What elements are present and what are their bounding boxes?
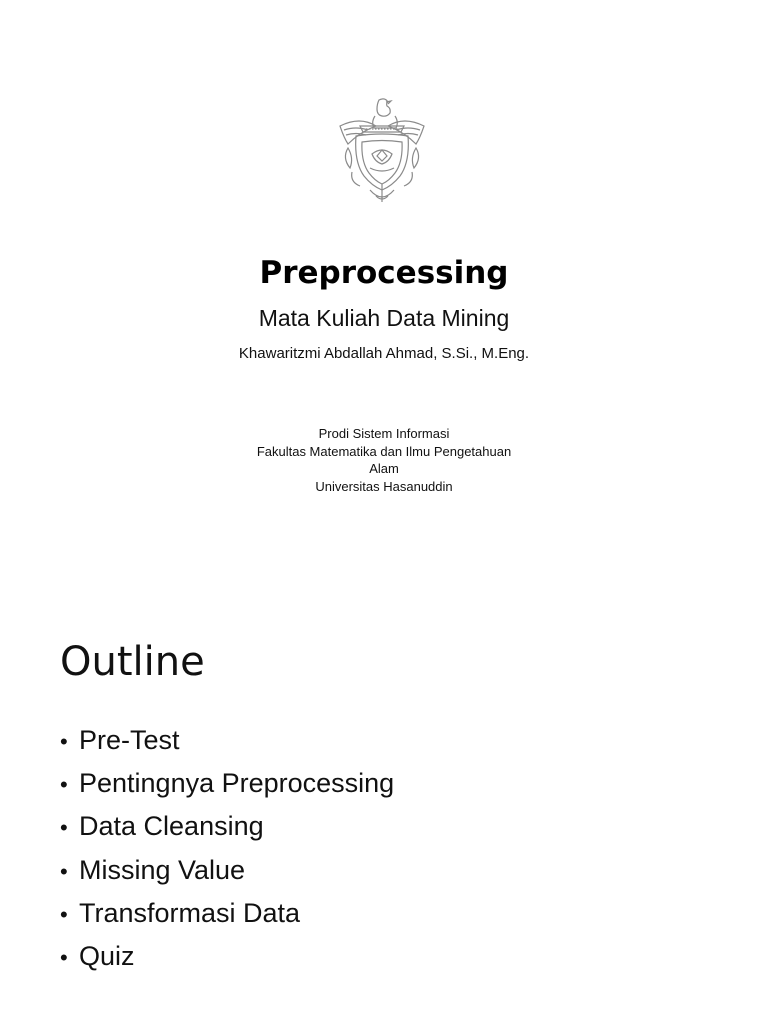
outline-slide <box>0 576 768 1024</box>
presentation-title: Preprocessing <box>259 255 509 291</box>
outline-item <box>60 725 394 768</box>
affiliation-line-university: Universitas Hasanuddin <box>315 478 453 494</box>
bullet-icon: • <box>60 901 68 927</box>
outline-list <box>60 725 394 984</box>
affiliation-line-faculty: Fakultas Matematika dan Ilmu Pengetahuan <box>256 443 512 459</box>
presentation-subtitle: Mata Kuliah Data Mining <box>258 305 510 331</box>
bullet-icon: • <box>60 772 68 798</box>
outline-item <box>60 855 394 898</box>
affiliation-line-program: Prodi Sistem Informasi <box>318 426 450 441</box>
outline-item <box>60 768 394 811</box>
university-crest-icon <box>330 96 434 206</box>
outline-item <box>60 898 394 941</box>
bullet-icon: • <box>60 815 68 841</box>
outline-item-label: Quiz <box>79 940 135 971</box>
outline-item <box>60 941 394 984</box>
outline-item-label: Transformasi Data <box>79 897 301 928</box>
affiliation-block <box>0 425 768 495</box>
bullet-icon: • <box>60 944 68 970</box>
outline-item-label: Missing Value <box>79 854 246 885</box>
outline-item-label: Pentingnya Preprocessing <box>79 768 395 799</box>
affiliation-line-faculty-cont: Alam <box>369 461 399 476</box>
bullet-icon: • <box>60 858 68 884</box>
author-name: Khawaritzmi Abdallah Ahmad, S.Si., M.Eng. <box>238 345 530 362</box>
outline-heading: Outline <box>60 639 205 685</box>
bullet-icon: • <box>60 729 68 754</box>
outline-item-label: Pre-Test <box>79 725 180 755</box>
outline-item-label: Data Cleansing <box>79 811 264 842</box>
outline-item <box>60 811 394 854</box>
